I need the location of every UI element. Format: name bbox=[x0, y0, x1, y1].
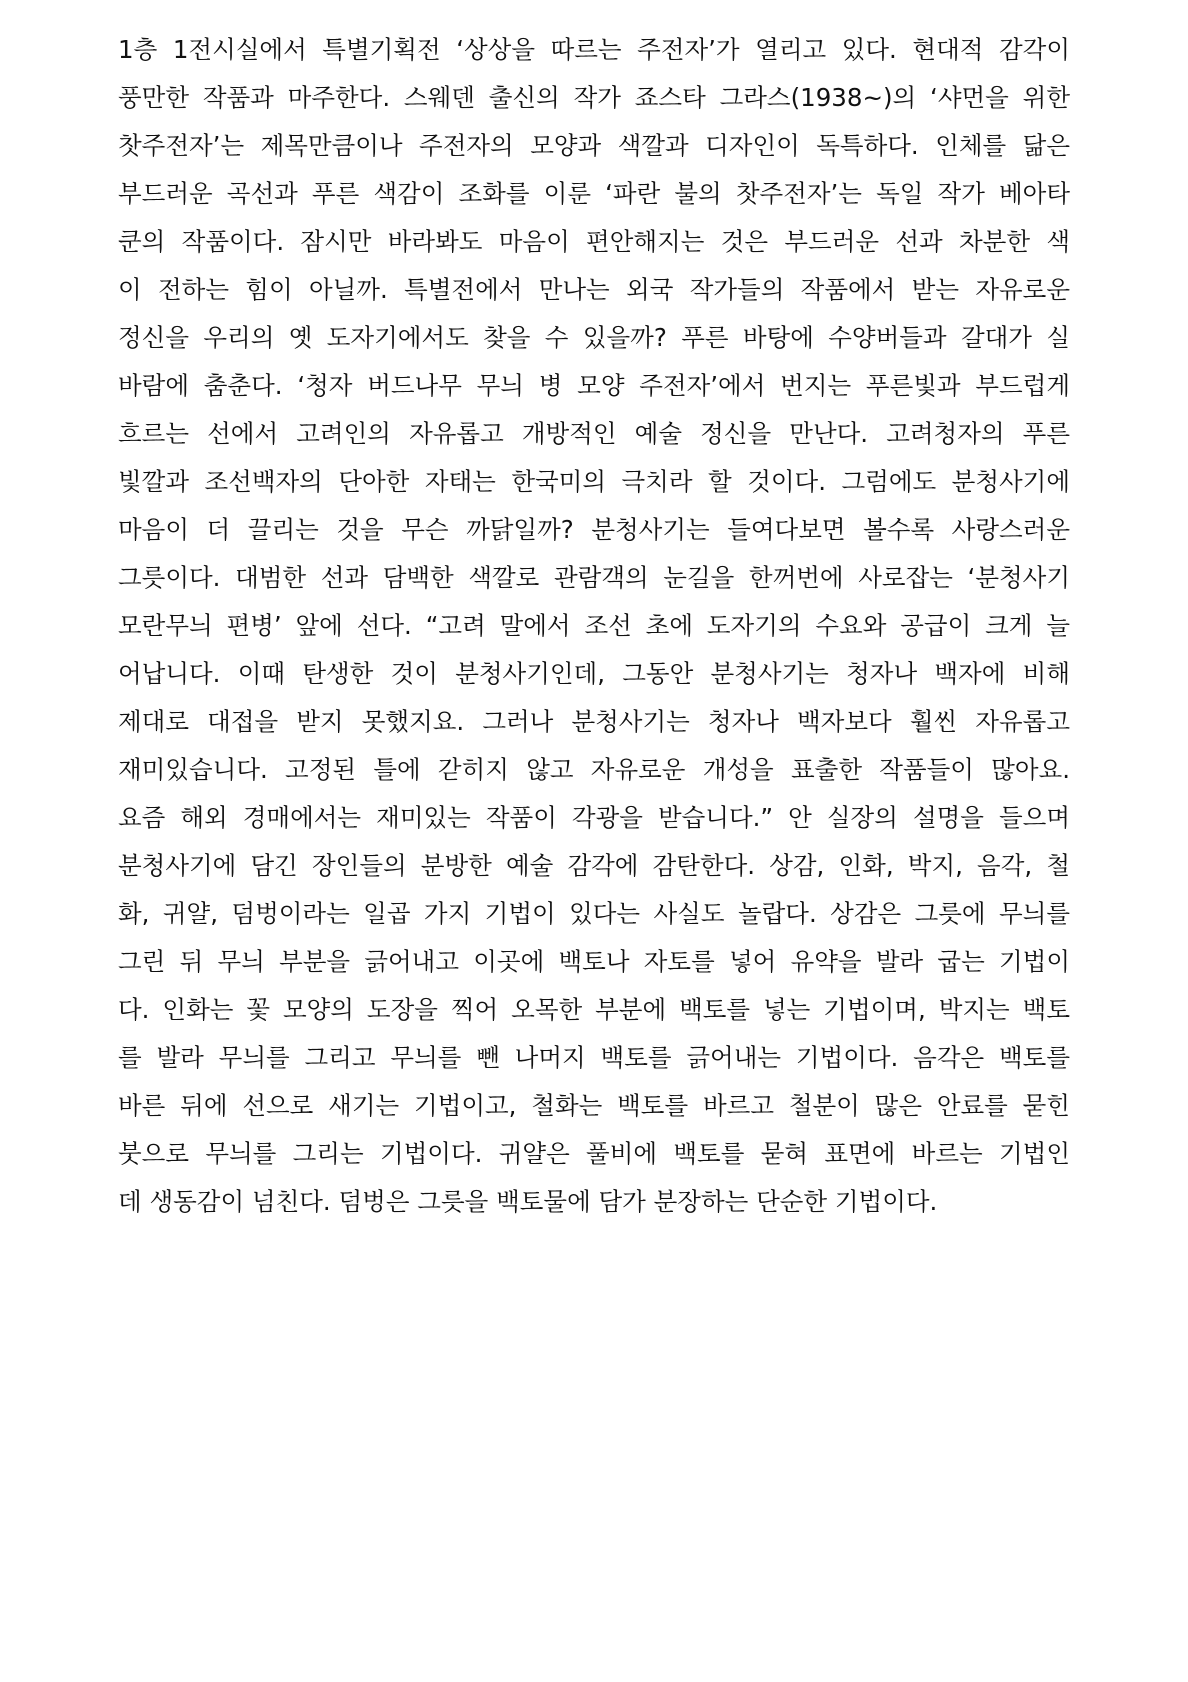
paragraph-line: 풍만한 작품과 마주한다. 스웨덴 출신의 작가 죠스타 그라스(1938~)의 ‘샤먼을 위한 bbox=[118, 83, 1070, 112]
paragraph-line: 마음이 더 끌리는 것을 무슨 까닭일까? 분청사기는 들여다보면 볼수록 사랑스러운 bbox=[118, 515, 1070, 544]
paragraph-line: 쿤의 작품이다. 잠시만 바라봐도 마음이 편안해지는 것은 부드러운 선과 차분한 색 bbox=[118, 227, 1070, 256]
paragraph-line: 바른 뒤에 선으로 새기는 기법이고, 철화는 백토를 바르고 철분이 많은 안료를 묻힌 bbox=[118, 1091, 1070, 1120]
article-body bbox=[118, 26, 1070, 1226]
paragraph-line: 부드러운 곡선과 푸른 색감이 조화를 이룬 ‘파란 불의 찻주전자’는 독일 작가 베아타 bbox=[118, 179, 1070, 208]
paragraph-line: 찻주전자’는 제목만큼이나 주전자의 모양과 색깔과 디자인이 독특하다. 인체를 닮은 bbox=[118, 131, 1070, 160]
paragraph-line: 흐르는 선에서 고려인의 자유롭고 개방적인 예술 정신을 만난다. 고려청자의 푸른 bbox=[118, 419, 1070, 448]
paragraph-line: 모란무늬 편병’ 앞에 선다. “고려 말에서 조선 초에 도자기의 수요와 공급이 크게 늘 bbox=[118, 611, 1070, 640]
paragraph-line: 를 발라 무늬를 그리고 무늬를 뺀 나머지 백토를 긁어내는 기법이다. 음각은 백토를 bbox=[118, 1043, 1070, 1072]
paragraph-line: 정신을 우리의 옛 도자기에서도 찾을 수 있을까? 푸른 바탕에 수양버들과 갈대가 실 bbox=[118, 323, 1070, 352]
paragraph-line: 그린 뒤 무늬 부분을 긁어내고 이곳에 백토나 자토를 넣어 유약을 발라 굽는 기법이 bbox=[118, 947, 1070, 976]
paragraph-line: 바람에 춤춘다. ‘청자 버드나무 무늬 병 모양 주전자’에서 번지는 푸른빛과 부드럽게 bbox=[118, 371, 1070, 400]
paragraph-line: 다. 인화는 꽃 모양의 도장을 찍어 오목한 부분에 백토를 넣는 기법이며, 박지는 백토 bbox=[118, 995, 1070, 1024]
paragraph-line: 이 전하는 힘이 아닐까. 특별전에서 만나는 외국 작가들의 작품에서 받는 자유로운 bbox=[118, 275, 1070, 304]
paragraph-line: 어납니다. 이때 탄생한 것이 분청사기인데, 그동안 분청사기는 청자나 백자에 비해 bbox=[118, 659, 1070, 688]
paragraph-line: 분청사기에 담긴 장인들의 분방한 예술 감각에 감탄한다. 상감, 인화, 박지, 음각, 철 bbox=[118, 851, 1070, 880]
paragraph-line: 붓으로 무늬를 그리는 기법이다. 귀얄은 풀비에 백토를 묻혀 표면에 바르는 기법인 bbox=[118, 1139, 1070, 1168]
paragraph-line: 그릇이다. 대범한 선과 담백한 색깔로 관람객의 눈길을 한꺼번에 사로잡는 ‘분청사기 bbox=[118, 563, 1070, 592]
paragraph-line: 요즘 해외 경매에서는 재미있는 작품이 각광을 받습니다.” 안 실장의 설명을 들으며 bbox=[118, 803, 1070, 832]
paragraph-line: 빛깔과 조선백자의 단아한 자태는 한국미의 극치라 할 것이다. 그럼에도 분청사기에 bbox=[118, 467, 1070, 496]
paragraph-line: 1층 1전시실에서 특별기획전 ‘상상을 따르는 주전자’가 열리고 있다. 현대적 감각이 bbox=[118, 35, 1070, 64]
paragraph-line: 제대로 대접을 받지 못했지요. 그러나 분청사기는 청자나 백자보다 훨씬 자유롭고 bbox=[118, 707, 1070, 736]
paragraph-line: 재미있습니다. 고정된 틀에 갇히지 않고 자유로운 개성을 표출한 작품들이 많아요. bbox=[118, 755, 1070, 784]
paragraph-line-last: 데 생동감이 넘친다. 덤벙은 그릇을 백토물에 담가 분장하는 단순한 기법이다. bbox=[118, 1187, 938, 1216]
paragraph-line: 화, 귀얄, 덤벙이라는 일곱 가지 기법이 있다는 사실도 놀랍다. 상감은 그릇에 무늬를 bbox=[118, 899, 1070, 928]
